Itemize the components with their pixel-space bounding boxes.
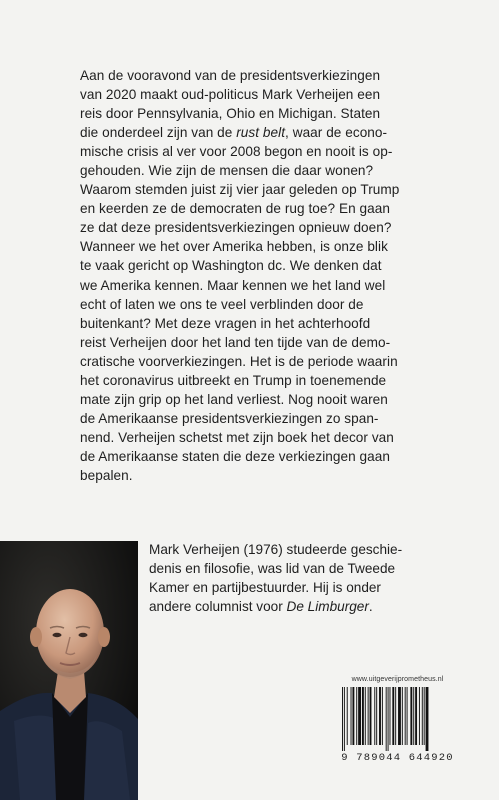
- blurb-line: reist Verheijen door het land ten tijde van de demo-: [80, 334, 391, 350]
- bio-line-part: .: [368, 599, 373, 615]
- author-bio: [149, 540, 479, 616]
- barcode-bar: [347, 687, 348, 745]
- blurb-line: cratische voorverkiezingen. Het is de periode waarin: [80, 353, 398, 369]
- blurb-line: en keerden ze de democraten de rug toe? En gaan: [80, 201, 390, 217]
- barcode-bar: [415, 687, 417, 745]
- blurb-line: het coronavirus uitbreekt en Trump in toenemende: [80, 372, 387, 388]
- barcode-bar: [392, 687, 394, 745]
- barcode-bar: [342, 687, 343, 751]
- barcode-bar: [352, 687, 354, 745]
- blurb-line: echt of laten we ons te veel verblinden door de: [80, 296, 364, 312]
- blurb-line: Wanneer we het over Amerika hebben, is onze blik: [80, 239, 388, 255]
- bio-line: [149, 597, 479, 616]
- isbn-number: 9 789044 644920: [341, 752, 454, 764]
- barcode-bar: [356, 687, 357, 745]
- blurb-line: bepalen.: [80, 467, 133, 483]
- blurb-line: reis door Pennsylvania, Ohio en Michigan. Staten: [80, 106, 381, 122]
- author-portrait-image: [0, 541, 138, 800]
- blurb-line: ze dat deze presidentsverkiezingen opnieuw doen?: [80, 220, 392, 236]
- barcode-bar: [351, 687, 352, 745]
- barcode-bar: [376, 687, 377, 745]
- publisher-url: www.uitgeverijprometheus.nl: [351, 676, 444, 683]
- blurb-line: de Amerikaanse staten die deze verkiezingen gaan: [80, 448, 390, 464]
- barcode-bar: [374, 687, 375, 745]
- bio-line-part: andere columnist voor: [149, 599, 287, 615]
- barcode-bar: [362, 687, 364, 745]
- barcode-bar: [388, 687, 389, 751]
- blurb-line: we Amerika kennen. Maar kennen we het land wel: [80, 277, 386, 293]
- barcode-bar: [405, 687, 406, 745]
- barcode-bar: [424, 687, 425, 745]
- author-photo: [0, 541, 138, 800]
- barcode-bar: [358, 687, 361, 745]
- barcode-bar: [379, 687, 381, 745]
- barcode-bar: [398, 687, 401, 745]
- barcode-bar: [382, 687, 383, 745]
- barcode-bar: [402, 687, 403, 745]
- blurb-line: Waarom stemden juist zij vier jaar geleden op Trump: [80, 182, 400, 198]
- rust-belt-italic: rust belt: [236, 125, 286, 141]
- blurb-line: mate zijn grip op het land verliest. Nog nooit waren: [80, 391, 388, 407]
- blurb-line: [80, 123, 474, 142]
- blurb-line-part: , waar de econo-: [285, 125, 388, 141]
- barcode-bar: [368, 687, 369, 745]
- bio-line: Mark Verheijen (1976) studeerde geschie-: [149, 542, 403, 557]
- blurb-line: gehouden. Wie zijn de mensen die daar wonen?: [80, 163, 374, 179]
- barcode-bar: [413, 687, 414, 745]
- blurb-line: Aan de vooravond van de presidentsverkiezingen: [80, 68, 381, 83]
- blurb-line-part: die onderdeel zijn van de: [80, 125, 237, 141]
- blurb-line: van 2020 maakt oud-politicus Mark Verheijen een: [80, 87, 381, 103]
- barcode-block: [340, 676, 455, 764]
- blurb-line: nend. Verheijen schetst met zijn boek het decor van: [80, 429, 394, 445]
- blurb-line: de Amerikaanse presidentsverkiezingen zo span-: [80, 410, 379, 426]
- blurb-text: [80, 66, 474, 485]
- barcode-bar: [407, 687, 408, 745]
- barcode-bar: [370, 687, 372, 745]
- barcode-bar: [410, 687, 412, 745]
- barcode-bar: [395, 687, 396, 745]
- blurb-line: mische crisis al ver voor 2008 begon en nooit is op-: [80, 144, 393, 160]
- blurb-line: buitenkant? Met deze vragen in het achterhoofd: [80, 315, 371, 331]
- barcode-bar: [365, 687, 366, 745]
- barcode-bar: [426, 687, 429, 751]
- de-limburger-italic: De Limburger: [286, 599, 369, 615]
- barcode-bar: [419, 687, 420, 745]
- isbn-barcode: [340, 687, 455, 751]
- barcode-bar: [422, 687, 423, 745]
- barcode-bar: [386, 687, 387, 751]
- barcode-bar: [344, 687, 345, 751]
- bio-line: denis en filosofie, was lid van de Tweede: [149, 561, 396, 577]
- blurb-line: te vaak gericht op Washington dc. We denken dat: [80, 258, 382, 274]
- barcode-bar: [390, 687, 391, 745]
- bio-line: Kamer en partijbestuurder. Hij is onder: [149, 580, 381, 596]
